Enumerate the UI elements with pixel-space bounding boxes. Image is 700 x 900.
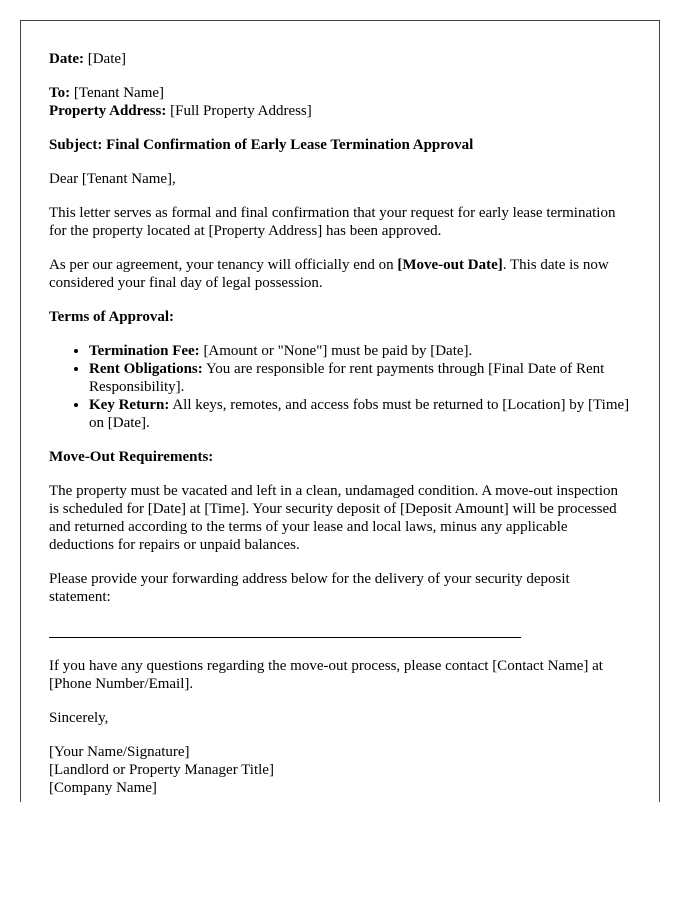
date-line xyxy=(49,50,631,68)
list-item xyxy=(89,396,631,432)
signature-block xyxy=(49,743,631,797)
recipient-block xyxy=(49,84,631,120)
paragraph-forwarding: Please provide your forwarding address below for the delivery of your security deposit statement: xyxy=(49,571,570,605)
signature-title: [Landlord or Property Manager Title] xyxy=(49,762,274,778)
list-item xyxy=(89,360,631,396)
subject-line xyxy=(49,136,631,154)
paragraph-contact: If you have any questions regarding the move-out process, please contact [Contact Name] at [Phone Number/Email]. xyxy=(49,658,603,692)
signature-company: [Company Name] xyxy=(49,780,157,796)
paragraph-end-date xyxy=(49,256,631,292)
moveout-heading xyxy=(49,448,631,466)
heading-text: Terms of Approval: xyxy=(49,309,175,325)
text: As per our agreement, your tenancy will officially end on xyxy=(49,257,398,273)
terms-heading xyxy=(49,308,631,326)
forwarding-address-line[interactable] xyxy=(49,622,521,638)
letter-page xyxy=(20,20,660,802)
date-value: [Date] xyxy=(87,51,127,67)
term-label: Termination Fee: xyxy=(89,343,200,359)
address-label: Property Address: xyxy=(49,103,167,119)
text: . This date is now considered your final day of legal possession. xyxy=(49,257,609,291)
date-label: Date: xyxy=(49,51,84,67)
to-value: [Tenant Name] xyxy=(73,85,165,101)
term-label: Key Return: xyxy=(89,397,170,413)
terms-list xyxy=(49,342,631,432)
signature-name: [Your Name/Signature] xyxy=(49,744,190,760)
move-out-date: [Move-out Date] xyxy=(397,257,503,273)
term-text: All keys, remotes, and access fobs must be returned to [Location] by [Time] on [Date]. xyxy=(89,397,630,431)
closing: Sincerely, xyxy=(49,710,109,726)
salutation: Dear [Tenant Name], xyxy=(49,171,176,187)
term-text: You are responsible for rent payments through [Final Date of Rent Responsibility]. xyxy=(89,361,605,395)
heading-text: Move-Out Requirements: xyxy=(49,449,214,465)
list-item xyxy=(89,342,631,360)
paragraph-requirements: The property must be vacated and left in a clean, undamaged condition. A move-out inspection is scheduled for [Date] at [Time]. Your security deposit of [Deposit Amount] will be processed and returned according to the terms of your lease and local laws, minus any applicable deductions for repairs or unpaid balances. xyxy=(49,483,618,553)
term-label: Rent Obligations: xyxy=(89,361,203,377)
paragraph-approval: This letter serves as formal and final confirmation that your request for early lease termination for the property located at [Property Address] has been approved. xyxy=(49,205,616,239)
address-value: [Full Property Address] xyxy=(170,103,312,119)
subject-text: Subject: Final Confirmation of Early Lease Termination Approval xyxy=(49,137,474,153)
to-label: To: xyxy=(49,85,71,101)
term-text: [Amount or "None"] must be paid by [Date]. xyxy=(199,343,473,359)
